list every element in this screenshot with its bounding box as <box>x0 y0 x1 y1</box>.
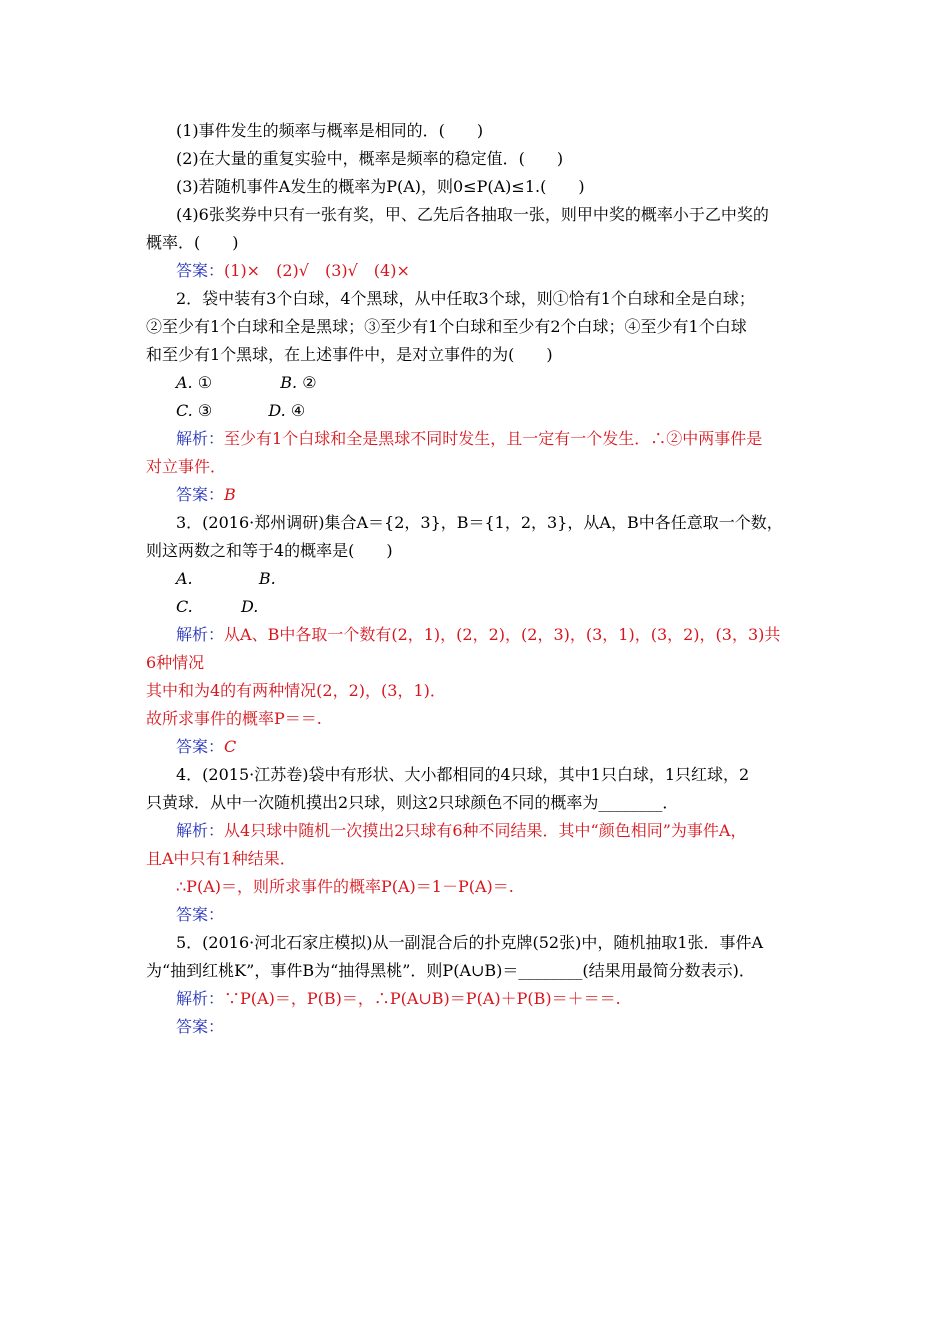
q2-stem-line-2: ②至少有1个白球和全是黑球；③至少有1个白球和至少有2个白球；④至少有1个白球 <box>146 317 747 336</box>
q5-stem-line-1: 5．(2016·河北石家庄模拟)从一副混合后的扑克牌(52张)中，随机抽取1张．事件A <box>176 933 764 952</box>
q2-option-a-letter: A. <box>176 373 193 392</box>
q5-answer-label: 答案： <box>176 1017 225 1036</box>
q3-options-row-1 <box>176 566 276 592</box>
q2-analysis-line-2: 对立事件． <box>146 457 227 476</box>
q3-option-a-letter: A. <box>176 569 193 588</box>
q1-answer-label: 答案： <box>176 261 225 280</box>
q4-analysis-text-1: 从4只球中随机一次摸出2只球有6种不同结果．其中“颜色相同”为事件A， <box>224 821 747 840</box>
q2-stem-line-3: 和至少有1个黑球，在上述事件中，是对立事件的为( ) <box>146 345 553 364</box>
q3-analysis-text-1: 从A、B中各取一个数有(2，1)，(2，2)，(2，3)，(3，1)，(3，2)，(3，3)共 <box>224 625 781 644</box>
q1-item-4: (4)6张奖券中只有一张有奖，甲、乙先后各抽取一张，则甲中奖的概率小于乙中奖的 <box>176 205 769 224</box>
q3-answer-line <box>176 734 236 760</box>
q3-analysis-line-2: 6种情况 <box>146 653 205 672</box>
q2-answer-value: B <box>224 485 236 504</box>
q3-stem-line-1: 3．(2016·郑州调研)集合A＝{2，3}，B＝{1，2，3}，从A，B中各任意取一个数， <box>176 513 783 532</box>
q3-option-d-letter: D. <box>240 597 259 616</box>
q4-analysis-line-1 <box>176 818 746 844</box>
q1-item-4-cont: 概率．( ) <box>146 233 239 252</box>
q3-option-b-letter: B. <box>258 569 276 588</box>
q2-analysis-label: 解析： <box>176 429 225 448</box>
q4-stem-line-1: 4．(2015·江苏卷)袋中有形状、大小都相同的4只球，其中1只白球，1只红球，2 <box>176 765 750 784</box>
q2-option-c-text: ③ <box>197 401 213 420</box>
q3-analysis-line-1 <box>176 622 780 648</box>
q1-item-3: (3)若随机事件A发生的概率为P(A)，则0≤P(A)≤1.( ) <box>176 177 585 196</box>
q4-analysis-label: 解析： <box>176 821 225 840</box>
q5-stem-line-2: 为“抽到红桃K”，事件B为“抽得黑桃”．则P(A∪B)＝________(结果用最简分数表示)． <box>146 961 755 980</box>
q3-stem-line-2: 则这两数之和等于4的概率是( ) <box>146 541 393 560</box>
q5-analysis-line <box>176 986 621 1012</box>
q2-option-d-text: ④ <box>290 401 306 420</box>
q3-answer-value: C <box>224 737 237 756</box>
q2-analysis-text-1: 至少有1个白球和全是黑球不同时发生，且一定有一个发生．∴②中两事件是 <box>224 429 763 448</box>
q1-answer-line <box>176 258 410 284</box>
q3-option-c-letter: C. <box>176 597 193 616</box>
q2-option-b-letter: B. <box>280 373 298 392</box>
q2-answer-line <box>176 482 236 508</box>
q3-answer-label: 答案： <box>176 737 225 756</box>
q2-options-row-1 <box>176 370 317 396</box>
q1-item-2: (2)在大量的重复实验中，概率是频率的稳定值．( ) <box>176 149 564 168</box>
q3-analysis-label: 解析： <box>176 625 225 644</box>
q3-analysis-line-3: 其中和为4的有两种情况(2，2)，(3，1)． <box>146 681 446 700</box>
q5-analysis-text: ∵P(A)＝，P(B)＝，∴P(A∪B)＝P(A)＋P(B)＝＋＝＝. <box>224 989 621 1008</box>
q4-analysis-line-3: ∴P(A)＝，则所求事件的概率P(A)＝1－P(A)＝. <box>176 877 514 896</box>
q4-answer-label: 答案： <box>176 905 225 924</box>
q2-stem-line-1: 2．袋中装有3个白球，4个黑球，从中任取3个球，则①恰有1个白球和全是白球； <box>176 289 755 308</box>
q1-answer-text: (1)× (2)√ (3)√ (4)× <box>224 261 410 280</box>
q1-item-1: (1)事件发生的频率与概率是相同的．( ) <box>176 121 484 140</box>
q2-answer-label: 答案： <box>176 485 225 504</box>
q3-analysis-line-4: 故所求事件的概率P＝＝. <box>146 709 322 728</box>
q4-analysis-line-2: 且A中只有1种结果． <box>146 849 296 868</box>
q3-options-row-2 <box>176 594 258 620</box>
q2-option-a-text: ① <box>197 373 213 392</box>
q4-stem-line-2: 只黄球．从中一次随机摸出2只球，则这2只球颜色不同的概率为________． <box>146 793 679 812</box>
q2-options-row-2 <box>176 398 305 424</box>
q2-option-b-text: ② <box>302 373 317 392</box>
q5-analysis-label: 解析： <box>176 989 225 1008</box>
q2-option-d-letter: D. <box>268 401 286 420</box>
q2-option-c-letter: C. <box>176 401 193 420</box>
q2-analysis-line-1 <box>176 426 762 452</box>
